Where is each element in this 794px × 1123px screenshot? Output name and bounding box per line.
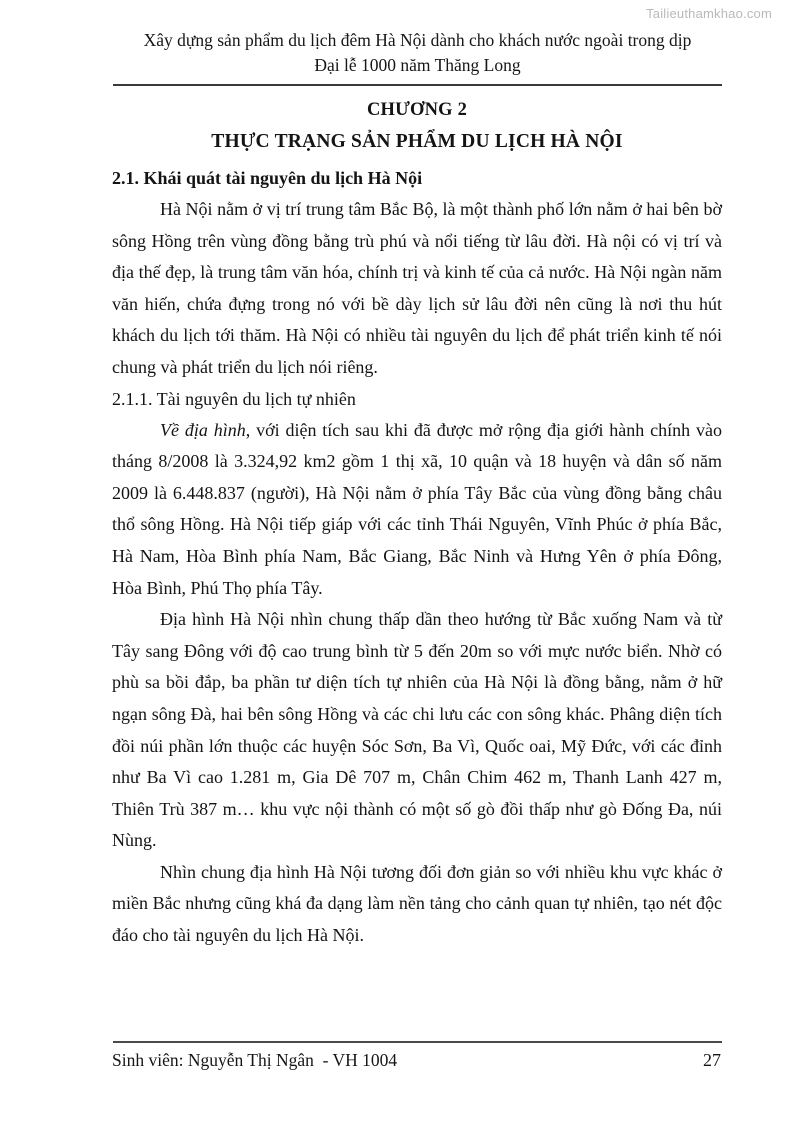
section-heading-2-1: 2.1. Khái quát tài nguyên du lịch Hà Nội (112, 168, 423, 188)
italic-lead-ve-dia-hinh: Về địa hình (160, 419, 246, 440)
paragraph-terrain-area (112, 415, 722, 605)
page-footer (112, 1047, 723, 1073)
paragraph-overview: Hà Nội nằm ở vị trí trung tâm Bắc Bộ, là một thành phố lớn nằm ở hai bên bờ sông Hồng trên vùng đồng bằng trù phú và nổi tiếng từ lâu đời. Hà nội có vị trí và địa thế đẹp, là trung tâm văn hóa, chính trị và kinh tế của cả nước. Hà Nội ngàn năm văn hiến, chứa đựng trong nó với bề dày lịch sử lâu đời nên cũng là nơi thu hút khách du lịch tới thăm. Hà Nội có nhiều tài nguyên du lịch để phát triển kinh tế nói chung và phát triển du lịch nói riêng. (112, 199, 722, 377)
paragraph-terrain-slope: Địa hình Hà Nội nhìn chung thấp dần theo hướng từ Bắc xuống Nam và từ Tây sang Đông với độ cao trung bình từ 5 đến 20m so với mực nước biển. Nhờ có phù sa bồi đắp, ba phần tư diện tích tự nhiên của Hà Nội là đồng bằng, nằm ở hữ ngạn sông Đà, hai bên sông Hồng và các chi lưu các con sông khác. Phâng diện tích đồi núi phần lớn thuộc các huyện Sóc Sơn, Ba Vì, Quốc oai, Mỹ Đức, với các đỉnh như Ba Vì cao 1.281 m, Gia Dê 707 m, Chân Chim 462 m, Thanh Lanh 427 m, Thiên Trù 387 m… khu vực nội thành có một số gò đồi thấp như gò Đống Đa, núi Nùng. (112, 609, 722, 851)
footer-student-info: Sinh viên: Nguyễn Thị Ngân - VH 1004 (112, 1050, 398, 1070)
running-header (113, 28, 722, 78)
page-number: 27 (703, 1050, 721, 1070)
footer-divider-rule (113, 1041, 722, 1043)
chapter-title: THỰC TRẠNG SẢN PHẨM DU LỊCH HÀ NỘI (211, 131, 623, 152)
paragraph-terrain-area-text: , với diện tích sau khi đã được mở rộng địa giới hành chính vào tháng 8/2008 là 3.324,92 km2 gồm 1 thị xã, 10 quận và 18 huyện và dân số năm 2009 là 6.448.837 (người), Hà Nội nằm ở phía Tây Bắc của vùng đồng bằng châu thổ sông Hồng. Hà Nội tiếp giáp với các tỉnh Thái Nguyên, Vĩnh Phúc ở phía Bắc, Hà Nam, Hòa Bình phía Nam, Bắc Giang, Bắc Ninh và Hưng Yên ở phía Đông, Hòa Bình, Phú Thọ phía Tây. (112, 419, 722, 598)
header-divider-rule (113, 84, 722, 86)
site-watermark: Tailieuthamkhao.com (646, 6, 772, 21)
paragraph-terrain-summary: Nhìn chung địa hình Hà Nội tương đối đơn giản so với nhiều khu vực khác ở miền Bắc nhưng cũng khá đa dạng làm nền tảng cho cảnh quan tự nhiên, tạo nét độc đáo cho tài nguyên du lịch Hà Nội. (112, 861, 722, 946)
page-content (112, 93, 722, 952)
running-header-line-2: Đại lễ 1000 năm Thăng Long (314, 55, 521, 75)
running-header-line-1: Xây dựng sản phẩm du lịch đêm Hà Nội dành cho khách nước ngoài trong dịp (143, 30, 692, 50)
chapter-label: CHƯƠNG 2 (366, 100, 468, 120)
subsection-heading-2-1-1: 2.1.1. Tài nguyên du lịch tự nhiên (112, 388, 356, 409)
